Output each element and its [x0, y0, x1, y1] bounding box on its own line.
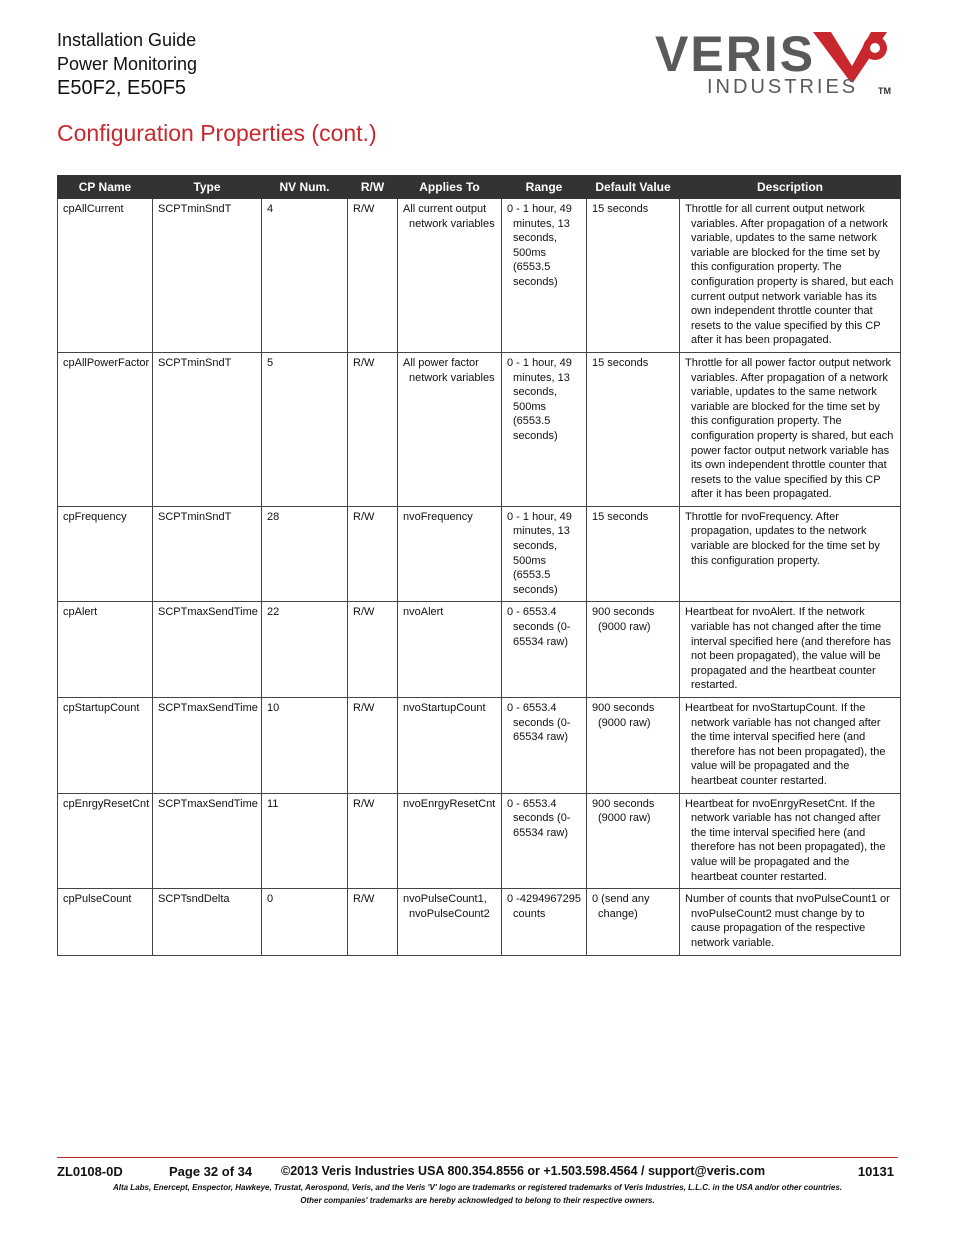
cp-name-cell: cpEnrgyResetCnt [58, 793, 153, 889]
range-cell: 0 -4294967295 counts [507, 893, 582, 920]
rw-cell: R/W [348, 698, 398, 794]
veris-logo [655, 28, 900, 103]
trademark-mark: TM [878, 86, 891, 96]
cp-name-cell: cpStartupCount [58, 698, 153, 794]
type-cell: SCPTmaxSendTime [153, 698, 262, 794]
logo-wordmark: VERIS [655, 26, 816, 82]
column-header: NV Num. [262, 176, 348, 199]
applies-to-cell: nvoEnrgyResetCnt [403, 797, 496, 810]
description-cell: Throttle for all current output network variables. After propagation of a network variable, updates to the same network variable are blocked for the time set by this configuration property. The configuration property is shared, but each current output network variable has its own independent throttle counter that resets to the value specified by this CP after it has been propagated. [685, 203, 894, 347]
column-header: Default Value [587, 176, 680, 199]
default-value-cell: 900 seconds (9000 raw) [592, 606, 655, 634]
applies-to-cell: All current output network variables [403, 203, 495, 230]
rw-cell: R/W [348, 602, 398, 698]
configuration-properties-table [57, 175, 901, 956]
nv-num-cell: 5 [262, 352, 348, 506]
rw-cell: R/W [348, 199, 398, 353]
page-number: Page 32 of 34 [169, 1164, 253, 1179]
document-id: ZL0108-0D [57, 1164, 123, 1179]
description-cell: Heartbeat for nvoAlert. If the network variable has not changed after the time interval specified here (and therefore has not been propagated), the value will be propagated and the heartbeat counter restarted. [685, 606, 891, 692]
default-value-cell: 15 seconds [592, 510, 649, 523]
nv-num-cell: 4 [262, 199, 348, 353]
applies-to-cell: nvoAlert [403, 606, 444, 619]
product-line: Power Monitoring [57, 54, 198, 74]
trademark-acknowledgement: Other companies' trademarks are hereby acknowledged to belong to their respective owners. [300, 1196, 655, 1205]
default-value-cell: 0 (send any change) [592, 893, 650, 920]
range-cell: 0 - 1 hour, 49 minutes, 13 seconds, 500ms (6553.5 seconds) [507, 356, 572, 442]
default-value-cell: 900 seconds (9000 raw) [592, 797, 655, 825]
range-cell: 0 - 6553.4 seconds (0-65534 raw) [507, 702, 571, 744]
cp-name-cell: cpFrequency [58, 506, 153, 602]
range-cell: 0 - 1 hour, 49 minutes, 13 seconds, 500ms (6553.5 seconds) [507, 203, 572, 288]
type-cell: SCPTmaxSendTime [153, 602, 262, 698]
applies-to-cell: nvoStartupCount [403, 702, 486, 714]
rw-cell: R/W [348, 506, 398, 602]
cp-name-cell: cpAlert [58, 602, 153, 698]
footer-divider [57, 1157, 898, 1158]
description-cell: Throttle for nvoFrequency. After propagation, updates to the network variable are blocked for the time set by this configuration property. [685, 510, 880, 567]
description-cell: Heartbeat for nvoStartupCount. If the network variable has not changed after the time interval specified here (and therefore has not been propagated), the value will be propagated and the heartbeat counter restarted. [685, 702, 886, 787]
nv-num-cell: 0 [262, 889, 348, 955]
default-value-cell: 900 seconds (9000 raw) [592, 702, 655, 729]
cp-name-cell: cpAllPowerFactor [58, 352, 153, 506]
nv-num-cell: 10 [262, 698, 348, 794]
column-header: R/W [348, 176, 398, 199]
type-cell: SCPTminSndT [153, 352, 262, 506]
table-row [58, 793, 901, 889]
contact-info: ©2013 Veris Industries USA 800.354.8556 or +1.503.598.4564 / support@veris.com [281, 1164, 766, 1178]
rw-cell: R/W [348, 889, 398, 955]
veris-v-icon [813, 32, 895, 82]
description-cell: Heartbeat for nvoEnrgyResetCnt. If the network variable has not changed after the time interval specified here (and therefore has not been propagated), the value will be propagated and the heartbeat counter restarted. [685, 797, 886, 883]
type-cell: SCPTminSndT [153, 506, 262, 602]
type-cell: SCPTminSndT [153, 199, 262, 353]
column-header: Description [680, 176, 901, 199]
table-row [58, 698, 901, 794]
range-cell: 0 - 1 hour, 49 minutes, 13 seconds, 500ms (6553.5 seconds) [507, 510, 572, 596]
table-row [58, 889, 901, 955]
section-title: Configuration Properties (cont.) [57, 120, 377, 146]
applies-to-cell: All power factor network variables [403, 356, 495, 384]
applies-to-cell: nvoFrequency [403, 510, 473, 523]
column-header: Range [502, 176, 587, 199]
trademark-notice: Alta Labs, Enercept, Enspector, Hawkeye, Trustat, Aerospond, Veris, and the Veris 'V' logo are trademarks or registered trademarks of Veris Industries, L.L.C. in the USA and/or other countries. [112, 1183, 843, 1192]
default-value-cell: 15 seconds [592, 356, 649, 369]
rw-cell: R/W [348, 352, 398, 506]
cp-name-cell: cpAllCurrent [58, 199, 153, 353]
column-header: Type [153, 176, 262, 199]
rw-cell: R/W [348, 793, 398, 889]
document-header [57, 28, 197, 100]
nv-num-cell: 11 [262, 793, 348, 889]
cp-name-cell: cpPulseCount [58, 889, 153, 955]
nv-num-cell: 28 [262, 506, 348, 602]
default-value-cell: 15 seconds [592, 203, 649, 215]
column-header: Applies To [398, 176, 502, 199]
description-cell: Throttle for all power factor output network variables. After propagation of a network variable, updates to the same network variable are blocked for the time set by this configuration property. The configuration property is shared, but each power factor output network variable has its own independent throttle counter that resets to the value specified by this CP after it has been propagated. [685, 356, 894, 501]
range-cell: 0 - 6553.4 seconds (0-65534 raw) [507, 797, 571, 839]
table-row [58, 506, 901, 602]
column-header: CP Name [58, 176, 153, 199]
revision-code: 10131 [857, 1164, 894, 1179]
logo-subtitle: INDUSTRIES [707, 76, 859, 98]
table-row [58, 602, 901, 698]
type-cell: SCPTsndDelta [153, 889, 262, 955]
table-row [58, 352, 901, 506]
nv-num-cell: 22 [262, 602, 348, 698]
type-cell: SCPTmaxSendTime [153, 793, 262, 889]
range-cell: 0 - 6553.4 seconds (0-65534 raw) [507, 606, 571, 648]
model-numbers: E50F2, E50F5 [57, 77, 186, 99]
table-row [58, 199, 901, 353]
table-header-row [58, 176, 901, 199]
doc-type: Installation Guide [57, 30, 197, 50]
applies-to-cell: nvoPulseCount1, nvoPulseCount2 [403, 893, 490, 920]
description-cell: Number of counts that nvoPulseCount1 or nvoPulseCount2 must change by to cause propagation of the respective network variable. [685, 893, 890, 949]
